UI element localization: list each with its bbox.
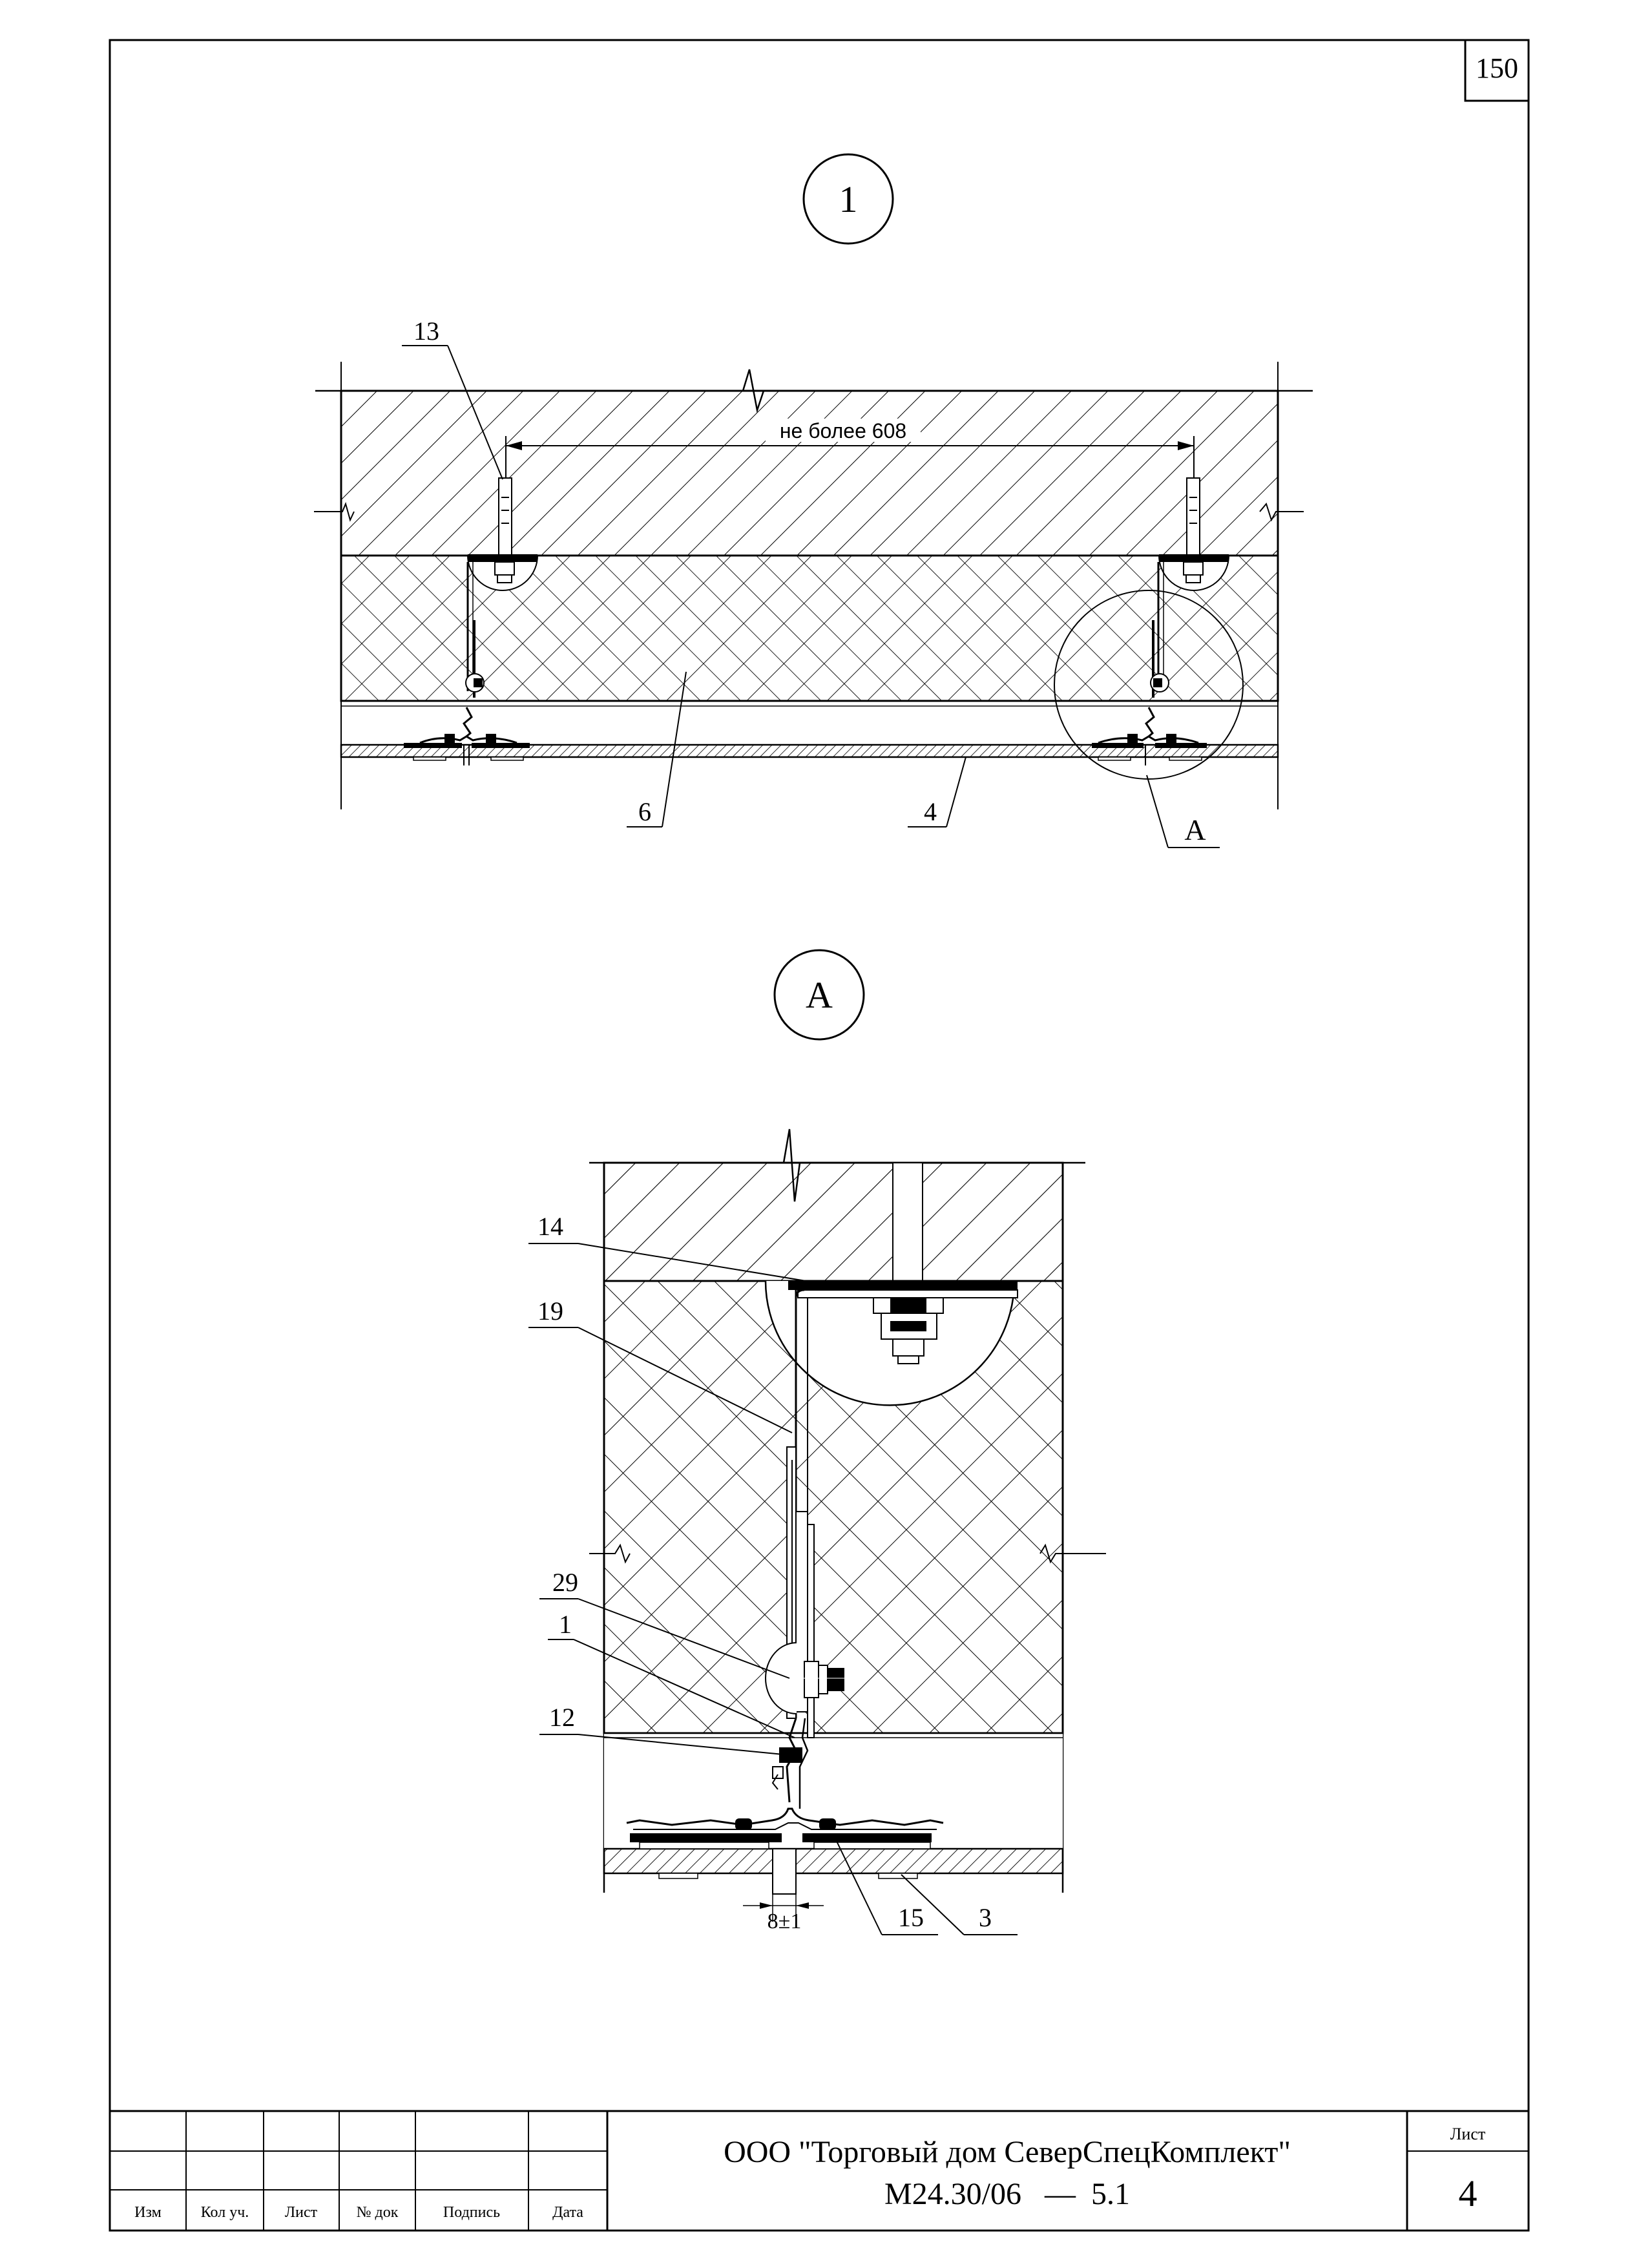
title-block xyxy=(110,2111,1529,2231)
sheet-number: 4 xyxy=(1458,2172,1478,2214)
header-kol-uch: Кол уч. xyxy=(200,2204,249,2221)
dimension-label: не более 608 xyxy=(779,419,907,442)
header-list: Лист xyxy=(284,2204,318,2221)
svg-text:12: 12 xyxy=(549,1703,575,1732)
header-date: Дата xyxy=(552,2204,583,2221)
svg-text:15: 15 xyxy=(898,1903,924,1932)
svg-text:29: 29 xyxy=(552,1568,578,1597)
sheet-frame xyxy=(110,40,1529,2231)
dimension-8-1 xyxy=(743,1894,824,1933)
dimension-8-1-label: 8±1 xyxy=(767,1909,802,1933)
view-a-marker-label: А xyxy=(806,974,833,1016)
detail-facing-panel xyxy=(604,1849,1063,1873)
sheet-label: Лист xyxy=(1450,2125,1486,2143)
header-izm: Изм xyxy=(134,2204,162,2221)
page-number: 150 xyxy=(1476,52,1518,84)
page-number-box xyxy=(1465,40,1529,101)
detail-pad-14 xyxy=(788,1281,1018,1290)
svg-text:6: 6 xyxy=(638,797,651,826)
view-1-marker xyxy=(804,154,893,244)
concrete-slab xyxy=(341,391,1278,556)
view-1-marker-label: 1 xyxy=(839,178,858,220)
svg-text:14: 14 xyxy=(538,1212,563,1241)
svg-text:3: 3 xyxy=(979,1903,992,1932)
svg-text:13: 13 xyxy=(413,317,439,346)
svg-text:4: 4 xyxy=(924,797,937,826)
document-code: М24.30/06 — 5.1 xyxy=(884,2177,1131,2211)
detail-concrete-slab xyxy=(604,1163,1063,1281)
callout-4 xyxy=(908,757,966,827)
callout-a xyxy=(1147,775,1220,848)
header-signature: Подпись xyxy=(443,2204,501,2221)
company-name: ООО "Торговый дом СеверСпецКомплект" xyxy=(724,2135,1291,2169)
view-a-section xyxy=(528,1129,1106,1935)
header-doc-no: № док xyxy=(356,2204,399,2221)
view-1-section xyxy=(314,317,1313,848)
view-a-marker xyxy=(775,950,864,1039)
svg-text:А: А xyxy=(1184,813,1206,846)
svg-text:1: 1 xyxy=(559,1610,572,1639)
svg-text:19: 19 xyxy=(538,1296,563,1326)
